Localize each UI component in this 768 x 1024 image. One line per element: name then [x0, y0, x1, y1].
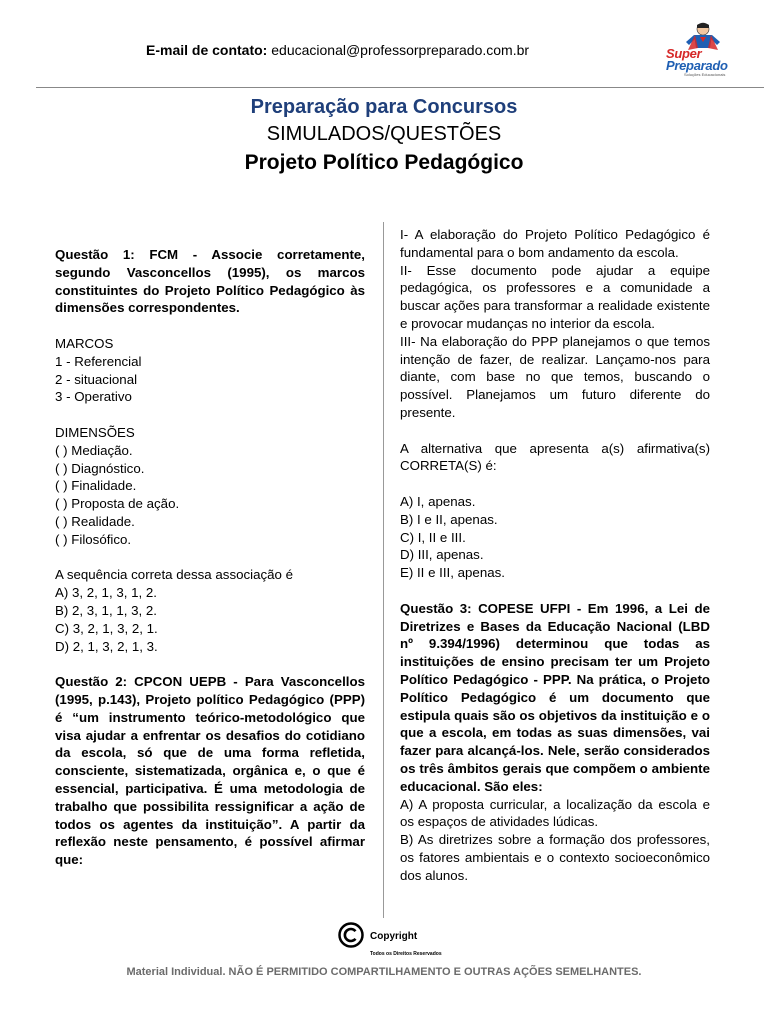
marco-item: 3 - Operativo [55, 389, 132, 405]
dimensao-item: ( ) Diagnóstico. [55, 460, 145, 476]
marcos-title: MARCOS [55, 335, 114, 351]
column-divider [383, 222, 384, 918]
question-1-option: C) 3, 2, 1, 3, 2, 1. [55, 620, 158, 636]
statement-2: II- Esse documento pode ajudar a equipe pedagógica, os professores e a comunidade a buscar ações para transformar a realidade existente e provocar mudanças no interior da escola. [400, 262, 710, 331]
question-1-prompt: A sequência correta dessa associação é [55, 567, 294, 583]
question-2-prompt: A alternativa que apresenta a(s) afirmativa(s) CORRETA(S) é: [400, 440, 710, 474]
logo-word-preparado: Preparado [666, 58, 728, 73]
question-1-option: D) 2, 1, 3, 2, 1, 3. [55, 638, 158, 654]
dimensao-item: ( ) Proposta de ação. [55, 496, 180, 512]
header-divider [36, 87, 764, 88]
dimensao-item: ( ) Mediação. [55, 442, 133, 458]
dimensao-item: ( ) Realidade. [55, 513, 135, 529]
left-column [55, 246, 365, 869]
copyright-rights: Todos os Direitos Reservados [370, 951, 442, 957]
question-2-option: C) I, II e III. [400, 529, 466, 545]
question-2-option: B) I e II, apenas. [400, 511, 498, 527]
question-2-option: E) II e III, apenas. [400, 565, 505, 581]
statement-3: III- Na elaboração do PPP planejamos o que temos intenção de fazer, de realizar. Lançamo-nos para diante, com base no que temos, buscando o possível. Planejamos um futuro diferente do presente. [400, 333, 710, 420]
copyright-icon [338, 922, 364, 948]
contact-label: E-mail de contato: [146, 42, 268, 58]
question-3-option: A) A proposta curricular, a localização da escola e os espaços de atividades lúdicas. [400, 796, 710, 830]
page-title: Preparação para Concursos [250, 96, 518, 118]
copyright-badge [336, 922, 442, 960]
question-1-option: A) 3, 2, 1, 3, 1, 2. [55, 585, 157, 601]
title-block [0, 94, 768, 178]
dimensao-item: ( ) Filosófico. [55, 531, 132, 547]
statement-1: I- A elaboração do Projeto Político Pedagógico é fundamental para o bom andamento da escola. [400, 227, 710, 260]
question-3-heading: Questão 3: COPESE UFPI - Em 1996, a Lei de Diretrizes e Bases da Educação Nacional (LBD nº 9.394/1996) determinou que todas as instituições de ensino precisam ter um Projeto Político Pedagógico - PPP. Na prática, o Projeto Político Pedagógico é um documento que estipula quais são os objetivos da instituição e o que a escola, em todas as suas dimensões, vai fazer para alcançá-los. Nele, serão considerados os três âmbitos gerais que compõem o ambiente educacional. São eles: [400, 600, 710, 794]
dimensoes-title: DIMENSÕES [55, 424, 135, 440]
super-preparado-logo [664, 22, 742, 82]
question-1-heading: Questão 1: FCM - Associe corretamente, segundo Vasconcellos (1995), os marcos constituintes do Projeto Político Pedagógico às dimensões correspondentes. [55, 247, 365, 316]
marco-item: 1 - Referencial [55, 353, 142, 369]
question-2-option: D) III, apenas. [400, 547, 484, 563]
logo-tagline: Soluções Educacionais [684, 72, 726, 77]
footer-notice: Material Individual. NÃO É PERMITIDO COMPARTILHAMENTO E OUTRAS AÇÕES SEMELHANTES. [126, 966, 642, 978]
contact-line [146, 42, 529, 58]
page-topic: Projeto Político Pedagógico [244, 151, 524, 174]
page-header [0, 0, 768, 88]
contact-email[interactable]: educacional@professorpreparado.com.br [271, 42, 530, 58]
right-column [400, 226, 710, 884]
question-2-option: A) I, apenas. [400, 493, 476, 509]
copyright-label: Copyright [370, 931, 418, 942]
marco-item: 2 - situacional [55, 371, 138, 387]
question-3-option: B) As diretrizes sobre a formação dos professores, os fatores ambientais e o contexto socioeconômico dos alunos. [400, 832, 710, 883]
question-1-option: B) 2, 3, 1, 1, 3, 2. [55, 602, 157, 618]
dimensao-item: ( ) Finalidade. [55, 478, 137, 494]
page-subtitle: SIMULADOS/QUESTÕES [266, 123, 502, 145]
logo-word-super: Super [666, 46, 702, 61]
question-2-heading: Questão 2: CPCON UEPB - Para Vasconcellos (1995, p.143), Projeto político Pedagógico (PPP) é “um instrumento teórico-metodológico que visa ajudar a enfrentar os desafios do cotidiano da escola, só que de uma forma refletida, consciente, sistematizada, orgânica e, o que é essencial, participativa. É uma metodologia de trabalho que possibilita ressignificar a ação de todos os agentes da instituição”. A partir da reflexão neste pensamento, é possível afirmar que: [55, 674, 365, 868]
